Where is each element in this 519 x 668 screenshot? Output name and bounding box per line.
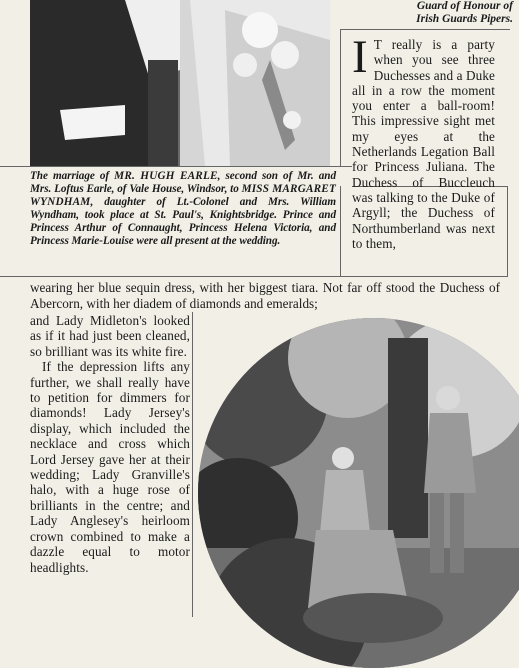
article-full-width-line: wearing her blue sequin dress, with her biggest tiara. Not far off stood the Duchess of Abercorn, with her diadem of diamonds and emeralds; <box>30 280 500 311</box>
article-right-text: T really is a party when you see three Duchesses and a Duke all in a row the moment you enter a ball-room! This impressive sight met my eyes at the Netherlands Legation Ball for Princess Juliana. The Duchess of Buccleuch was talking to the Duke of Argyll; the Duchess of Northumberland was next to them, <box>352 37 495 251</box>
article-right-column <box>352 31 495 251</box>
article-bottom-column <box>30 313 190 575</box>
caption-part1: The marriage of <box>30 170 115 182</box>
photo-caption <box>30 170 336 248</box>
article-dropcap: I <box>352 31 368 83</box>
caption-name-bride: MISS MARGARET WYNDHAM <box>30 183 337 208</box>
caption-part2: , second son of Mr. and Mrs. Loftus Earle, of Vale House, Windsor, to <box>30 170 336 195</box>
caption-name-groom: MR. HUGH EARLE <box>114 170 218 182</box>
corner-caption-line1: Guard of Honour of <box>416 0 513 12</box>
rule-right-col-left <box>340 29 341 167</box>
article-bottom-paragraph-1: and Lady Midleton's looked as if it had just been cleaned, so brilliant was its white fire. <box>30 313 190 359</box>
caption-part3: , daughter of Lt.-Colonel and Mrs. William Wyndham, took place at St. Paul's, Knightsbridge. Prince and Princess Arthur of Connaught, Princess Helena Victoria, and Princess Marie-Louise were all present at the wedding. <box>30 196 336 247</box>
rule-corner-caption <box>340 29 510 30</box>
corner-caption-line2: Irish Guards Pipers. <box>416 13 513 25</box>
rule-above-fullline <box>0 276 507 277</box>
rule-caption-right <box>340 186 341 276</box>
rule-right-col-box-right <box>507 186 508 277</box>
rule-bottom-col <box>192 312 193 617</box>
corner-caption <box>345 0 513 26</box>
wedding-photo <box>30 0 330 166</box>
rule-under-photo <box>0 166 352 167</box>
couple-garden-photo <box>198 318 519 668</box>
article-bottom-paragraph-2: If the depression lifts any further, we shall really have to petition for dimmers for diamonds! Lady Jersey's display, which included the necklace and cross which Lord Jersey gave her at their wedding; Lady Granville's halo, with a huge rose of brilliants in the centre; and Lady Anglesey's heirloom crown combined to make a dazzle equal to motor headlights. <box>30 359 190 575</box>
